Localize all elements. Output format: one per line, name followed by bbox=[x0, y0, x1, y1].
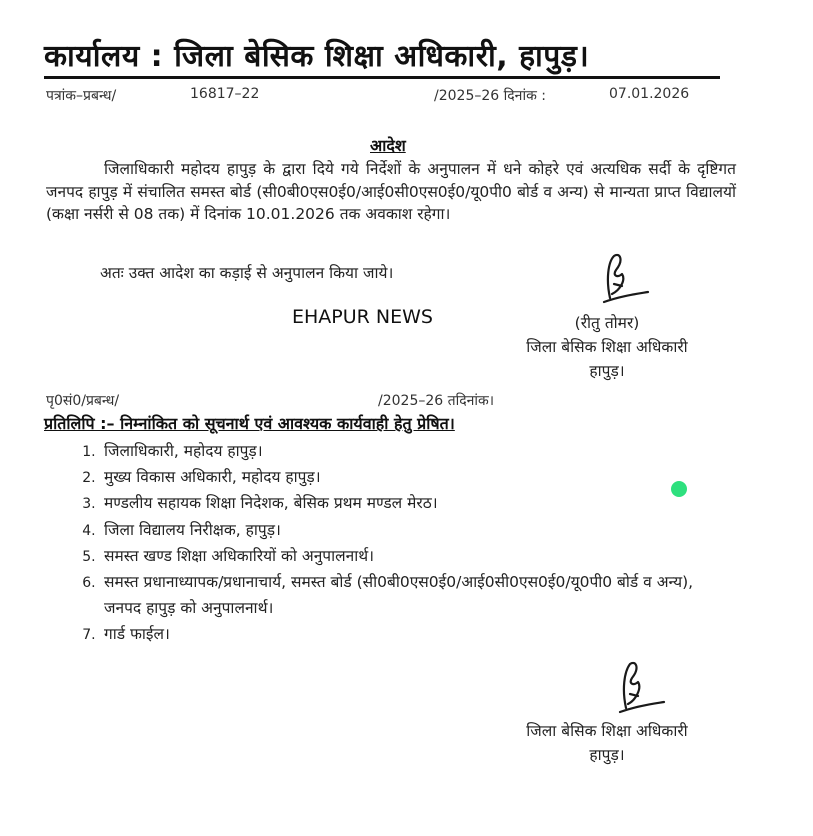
office-title: कार्यालय : जिला बेसिक शिक्षा अधिकारी, हापुड़। bbox=[44, 39, 590, 74]
list-item: 7. गार्ड फाईल। bbox=[100, 621, 694, 647]
signatory-designation: जिला बेसिक शिक्षा अधिकारी bbox=[526, 722, 688, 740]
list-item: 5. समस्त खण्ड शिक्षा अधिकारियों को अनुपालनार्थ। bbox=[100, 543, 694, 569]
signatory-block-2 bbox=[500, 719, 714, 767]
letter-prefix: पत्रांक–प्रबन्ध/ bbox=[46, 88, 117, 104]
signatory-block-1 bbox=[500, 311, 714, 383]
letter-session: /2025–26 दिनांक : bbox=[434, 88, 546, 104]
signatory-place: हापुड़। bbox=[589, 746, 625, 764]
green-marker-dot bbox=[671, 481, 687, 497]
order-heading: आदेश bbox=[370, 136, 406, 155]
list-item: 4. जिला विद्यालय निरीक्षक, हापुड़। bbox=[100, 517, 694, 543]
list-item: 3. मण्डलीय सहायक शिक्षा निदेशक, बेसिक प्रथम मण्डल मेरठ। bbox=[100, 490, 694, 516]
signatory-place: हापुड़। bbox=[589, 362, 625, 380]
signatory-name: (रीतु तोमर) bbox=[574, 314, 640, 332]
list-item: 6. समस्त प्रधानाध्यापक/प्रधानाचार्य, समस्त बोर्ड (सी0बी0एस0ई0/आई0सी0एस0ई0/यू0पी0 बोर्ड व अन्य), जनपद हापुड़ को अनुपालनार्थ। bbox=[100, 569, 694, 621]
copy-recipients-list bbox=[70, 438, 694, 648]
order-compliance-line: अतः उक्त आदेश का कड़ाई से अनुपालन किया जाये। bbox=[100, 264, 394, 282]
signature-mark-2 bbox=[612, 658, 672, 718]
title-underline bbox=[44, 76, 720, 79]
order-paragraph: जिलाधिकारी महोदय हापुड़ के द्वारा दिये गये निर्देशों के अनुपालन में धने कोहरे एवं अत्यधिक सर्दी के दृष्टिगत जनपद हापुड़ में संचालित समस्त बोर्ड (सी0बी0एस0ई0/आई0सी0एस0ई0/यू0पी0 बोर्ड व अन्य) से मान्यता प्राप्त विद्यालयों (कक्षा नर्सरी से 08 तक) में दिनांक 10.01.2026 तक अवकाश रहेगा। bbox=[46, 160, 736, 223]
list-item: 2. मुख्य विकास अधिकारी, महोदय हापुड़। bbox=[100, 464, 694, 490]
list-item: 1. जिलाधिकारी, महोदय हापुड़। bbox=[100, 438, 694, 464]
endorsement-session: /2025–26 तदिनांक। bbox=[378, 393, 495, 409]
endorsement-ref: पृ0सं0/प्रबन्ध/ bbox=[46, 393, 120, 409]
copy-heading: प्रतिलिपि :– निम्नांकित को सूचनार्थ एवं आवश्यक कार्यवाही हेतु प्रेषित। bbox=[44, 414, 455, 433]
signature-mark-1 bbox=[596, 250, 656, 310]
letter-number: 16817–22 bbox=[190, 86, 260, 102]
letter-date: 07.01.2026 bbox=[609, 86, 690, 102]
news-watermark: EHAPUR NEWS bbox=[292, 306, 433, 328]
signatory-designation: जिला बेसिक शिक्षा अधिकारी bbox=[526, 338, 688, 356]
